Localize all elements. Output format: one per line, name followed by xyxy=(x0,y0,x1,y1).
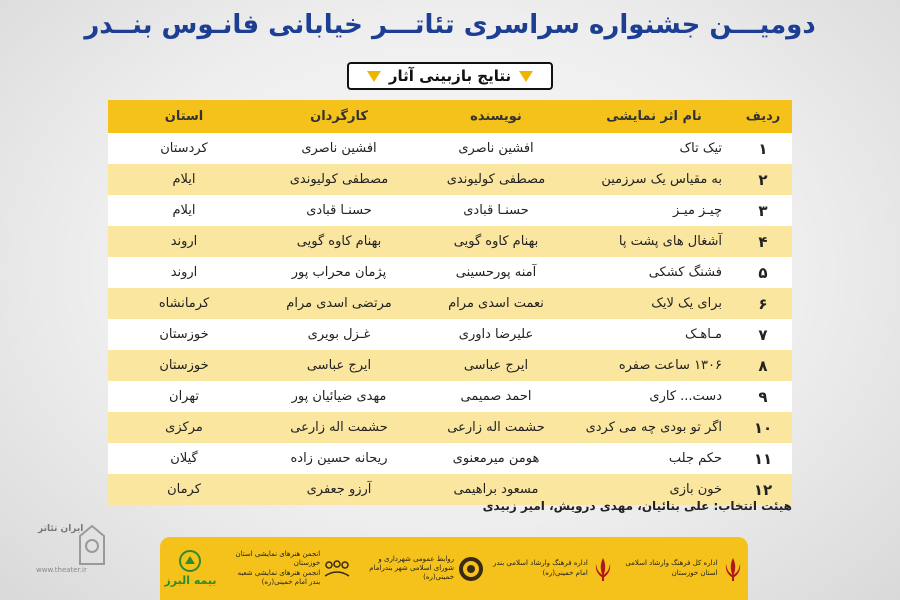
cell-row-number: ۵ xyxy=(734,257,792,288)
people-group-icon xyxy=(324,559,350,579)
cell-row-number: ۱۱ xyxy=(734,443,792,474)
cell-row-number: ۲ xyxy=(734,164,792,195)
cell-play-title: ۱۳۰۶ ساعت صفره xyxy=(574,350,734,381)
cell-writer: مصطفی کولیوندی xyxy=(418,164,574,195)
cell-director: حسنـا قبادی xyxy=(260,195,418,226)
iran-emblem-icon xyxy=(722,556,744,582)
cell-province: اروند xyxy=(108,257,260,288)
municipality-seal-icon xyxy=(458,556,484,582)
triangle-marker-icon xyxy=(519,71,533,82)
cell-director: حشمت اله زارعی xyxy=(260,412,418,443)
cell-writer: ایرج عباسی xyxy=(418,350,574,381)
table-row xyxy=(108,133,792,164)
column-header: نویسنده xyxy=(418,100,574,133)
cell-play-title: حکم جلب xyxy=(574,443,734,474)
cell-play-title: مـاهـک xyxy=(574,319,734,350)
sponsor-logo-alborz-insurance xyxy=(164,550,216,587)
cell-row-number: ۹ xyxy=(734,381,792,412)
cell-director: ریحانه حسین زاده xyxy=(260,443,418,474)
cell-director: افشین ناصری xyxy=(260,133,418,164)
cell-play-title: خون بازی xyxy=(574,474,734,505)
cell-play-title: چیـز میـز xyxy=(574,195,734,226)
table-row xyxy=(108,226,792,257)
table-row xyxy=(108,319,792,350)
cell-province: کرمانشاه xyxy=(108,288,260,319)
sponsor-footer xyxy=(160,537,748,600)
cell-director: بهنام کاوه گویی xyxy=(260,226,418,257)
cell-director: آرزو جعفری xyxy=(260,474,418,505)
cell-province: خوزستان xyxy=(108,319,260,350)
table-row xyxy=(108,350,792,381)
table-row xyxy=(108,164,792,195)
iran-theater-watermark xyxy=(18,520,110,582)
cell-province: کرمان xyxy=(108,474,260,505)
sponsor-label: اداره کل فرهنگ وارشاد اسلامی استان خوزستان xyxy=(625,559,718,577)
iran-emblem-icon xyxy=(592,556,614,582)
cell-province: کردستان xyxy=(108,133,260,164)
cell-row-number: ۱۲ xyxy=(734,474,792,505)
cell-row-number: ۴ xyxy=(734,226,792,257)
cell-play-title: اگر تو بودی چه می کردی xyxy=(574,412,734,443)
cell-director: ایرج عباسی xyxy=(260,350,418,381)
cell-writer: بهنام کاوه گویی xyxy=(418,226,574,257)
sponsor-label-line: انجمن هنرهای نمایشی شعبه بندر امام خمینی(ره) xyxy=(237,568,321,586)
cell-writer: حشمت اله زارعی xyxy=(418,412,574,443)
cell-director: مهدی ضیائیان پور xyxy=(260,381,418,412)
cell-province: ایلام xyxy=(108,164,260,195)
sponsor-logo-culture-bandar xyxy=(493,556,614,582)
cell-writer: هومن میرمعنوی xyxy=(418,443,574,474)
cell-writer: نعمت اسدی مرام xyxy=(418,288,574,319)
table-row xyxy=(108,288,792,319)
cell-director: مرتضی اسدی مرام xyxy=(260,288,418,319)
sponsor-logo-culture-khuzestan xyxy=(623,556,744,582)
watermark-name: ایران تئاتر xyxy=(38,524,84,534)
page-title: دومیـــن جشنواره سراسری تئاتـــر خیابانی فانـوس بنــدر xyxy=(84,10,816,40)
cell-province: خوزستان xyxy=(108,350,260,381)
cell-writer: افشین ناصری xyxy=(418,133,574,164)
results-table xyxy=(108,100,792,499)
cell-province: ایلام xyxy=(108,195,260,226)
cell-director: پژمان محراب پور xyxy=(260,257,418,288)
sponsor-label xyxy=(225,550,320,586)
column-header: کارگردان xyxy=(260,100,418,133)
cell-writer: حسنـا قبادی xyxy=(418,195,574,226)
sponsor-label: روابط عمومی شهرداری و شورای اسلامی شهر بندرامام خمینی(ره) xyxy=(369,554,455,582)
cell-province: تهران xyxy=(108,381,260,412)
cell-row-number: ۶ xyxy=(734,288,792,319)
section-subtitle xyxy=(347,62,553,90)
triangle-marker-icon xyxy=(367,71,381,82)
watermark-url: www.theater.ir xyxy=(36,566,87,574)
cell-writer: احمد صمیمی xyxy=(418,381,574,412)
cell-play-title: به مقیاس یک سرزمین xyxy=(574,164,734,195)
table-row xyxy=(108,257,792,288)
column-header: نام اثر نمایشی xyxy=(574,100,734,133)
cell-province: گیلان xyxy=(108,443,260,474)
cell-row-number: ۱۰ xyxy=(734,412,792,443)
sponsor-logo-municipality xyxy=(359,555,484,582)
table-header-row xyxy=(108,100,792,133)
cell-director: مصطفی کولیوندی xyxy=(260,164,418,195)
cell-row-number: ۳ xyxy=(734,195,792,226)
cell-row-number: ۷ xyxy=(734,319,792,350)
cell-row-number: ۸ xyxy=(734,350,792,381)
cell-province: اروند xyxy=(108,226,260,257)
subtitle-text: نتایج بازبینی آثار xyxy=(388,67,512,85)
sponsor-label-line: انجمن هنرهای نمایشی استان خوزستان xyxy=(235,550,321,568)
cell-writer: آمنه پورحسینی xyxy=(418,257,574,288)
column-header: ردیف xyxy=(734,100,792,133)
table-row xyxy=(108,381,792,412)
sponsor-label: بیمه البرز xyxy=(164,574,217,587)
cell-play-title: دست... کاری xyxy=(574,381,734,412)
cell-play-title: آشغال های پشت پا xyxy=(574,226,734,257)
table-row xyxy=(108,195,792,226)
cell-director: غـزل بویری xyxy=(260,319,418,350)
cell-row-number: ۱ xyxy=(734,133,792,164)
jury-members: هیئت انتخاب: علی بنائیان، مهدی درویش، امیر زبیدی xyxy=(482,499,792,513)
alborz-insurance-icon xyxy=(179,550,201,572)
cell-play-title: تیک تاک xyxy=(574,133,734,164)
table-row xyxy=(108,412,792,443)
table-row xyxy=(108,443,792,474)
cell-play-title: فشنگ کشکی xyxy=(574,257,734,288)
cell-province: مرکزی xyxy=(108,412,260,443)
cell-writer: علیرضا داوری xyxy=(418,319,574,350)
cell-play-title: برای یک لایک xyxy=(574,288,734,319)
sponsor-label: اداره فرهنگ وارشاد اسلامی بندر امام خمینی(ره) xyxy=(493,559,588,577)
column-header: استان xyxy=(108,100,260,133)
sponsor-logo-drama-association xyxy=(225,550,350,586)
cell-writer: مسعود براهیمی xyxy=(418,474,574,505)
